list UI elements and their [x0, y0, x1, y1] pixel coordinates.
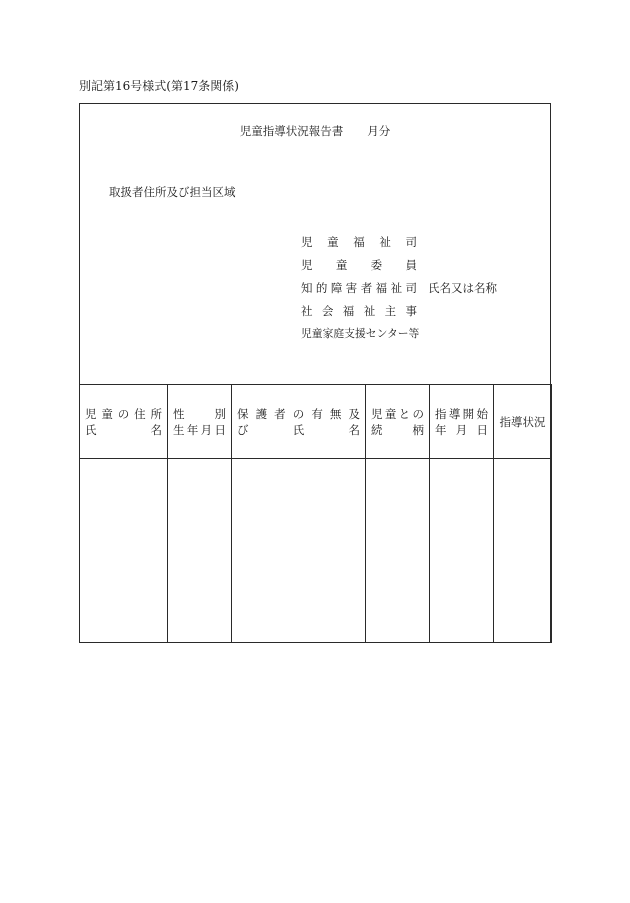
- report-title: [80, 124, 550, 138]
- header-guardian: [232, 385, 366, 459]
- form-caption: 別記第16号様式(第17条関係): [79, 79, 239, 93]
- cell-sex-birthdate[interactable]: [168, 459, 232, 643]
- header-line: び氏名: [237, 422, 360, 437]
- header-address-name: [80, 385, 168, 459]
- report-title-text: 児童指導状況報告書: [239, 124, 344, 138]
- guidance-table: [79, 384, 552, 643]
- header-line: 生年月日: [173, 422, 226, 437]
- header-line: 指導状況: [499, 414, 546, 429]
- table-row: [80, 459, 552, 643]
- role-intellectual-disability-officer: 知的障害者福祉司: [301, 281, 417, 295]
- cell-guidance-start[interactable]: [430, 459, 494, 643]
- name-label: 氏名又は名称: [428, 281, 497, 295]
- header-guidance-start: [430, 385, 494, 459]
- header-line: 続柄: [371, 422, 424, 437]
- header-line: 保護者の有無及: [237, 406, 360, 421]
- role-social-welfare-officer: 社会福祉主事: [301, 304, 417, 318]
- header-guidance-status: [494, 385, 552, 459]
- header-line: 年月日: [435, 422, 488, 437]
- area-label: 取扱者住所及び担当区域: [109, 185, 236, 199]
- header-line: 指導開始: [435, 406, 488, 421]
- cell-guidance-status[interactable]: [494, 459, 552, 643]
- cell-guardian[interactable]: [232, 459, 366, 643]
- role-child-commissioner: 児童委員: [301, 258, 417, 272]
- role-family-support-center: 児童家庭支援センター等: [301, 327, 420, 340]
- reporter-roles: [301, 235, 420, 350]
- header-relationship: [366, 385, 430, 459]
- header-line: 氏名: [85, 422, 162, 437]
- role-child-welfare-officer: 児童福祉司: [301, 235, 417, 249]
- cell-address-name[interactable]: [80, 459, 168, 643]
- cell-relationship[interactable]: [366, 459, 430, 643]
- header-line: 児童の住所: [85, 406, 162, 421]
- header-line: 性別: [173, 406, 226, 421]
- header-line: 児童との: [371, 406, 424, 421]
- month-label: 月分: [367, 124, 391, 138]
- header-sex-birthdate: [168, 385, 232, 459]
- table-header-row: [80, 385, 552, 459]
- report-form: [79, 103, 551, 643]
